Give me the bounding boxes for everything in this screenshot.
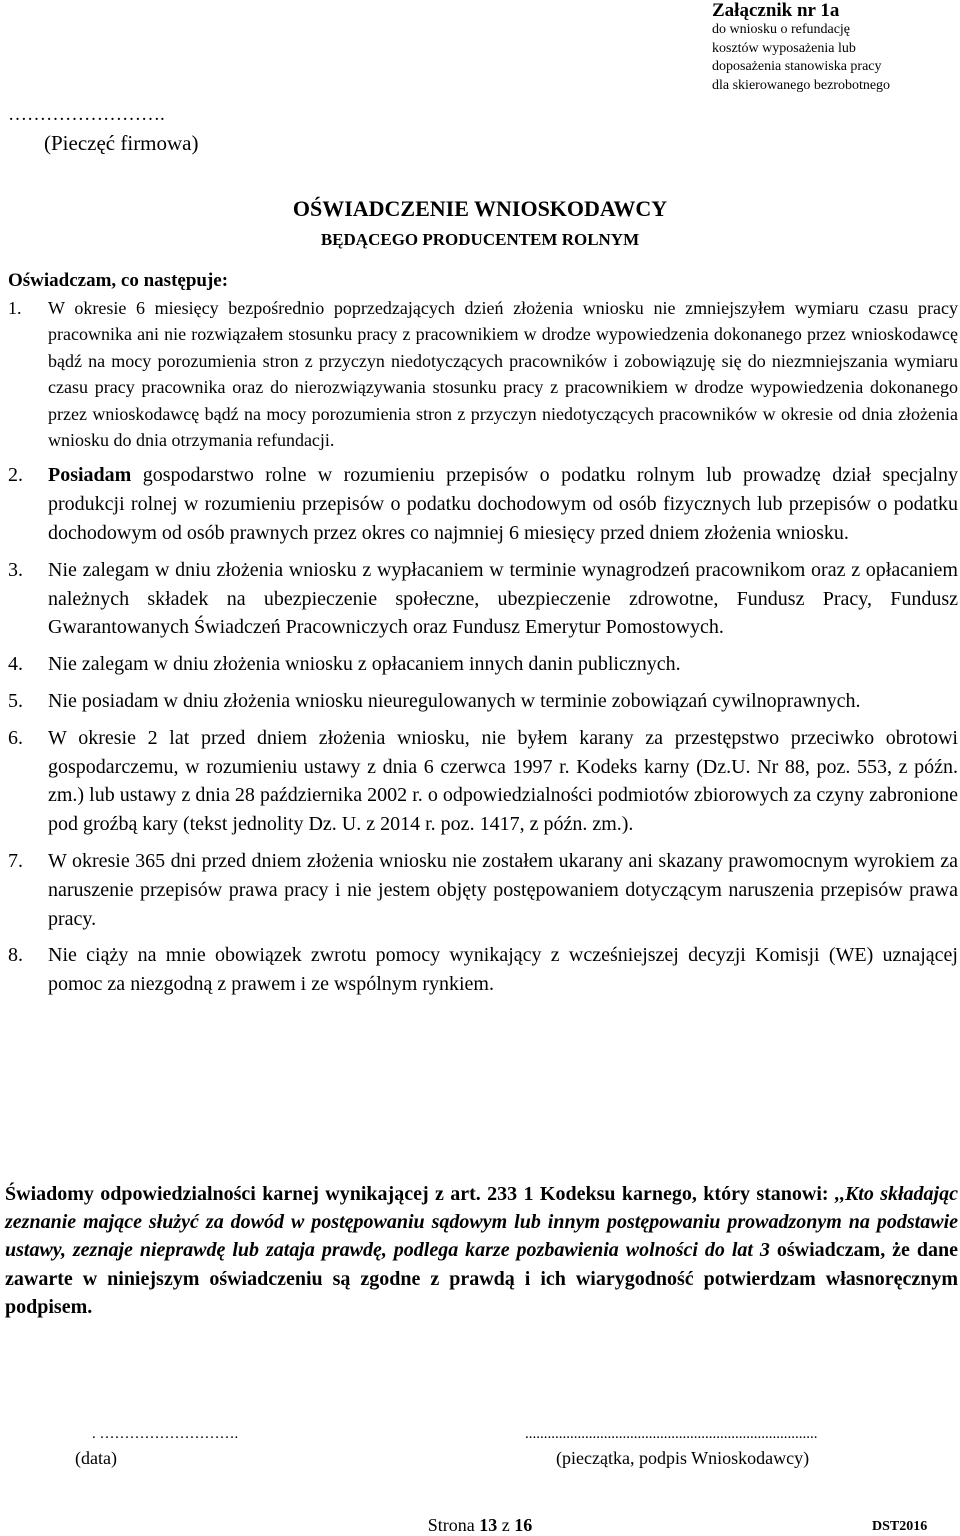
item-number: 5. xyxy=(8,690,23,713)
annex-line: do wniosku o refundację xyxy=(712,22,851,37)
list-item xyxy=(8,724,958,839)
document-title: OŚWIADCZENIE WNIOSKODAWCY xyxy=(292,196,668,221)
date-label: (data) xyxy=(75,1448,117,1468)
item-text: W okresie 2 lat przed dniem złożenia wniosku, nie byłem karany za przestępstwo przeciwko obrotowi gospodarczemu, w rozumieniu ustawy z dnia 6 czerwca 1997 r. Kodeks karny (Dz.U. Nr 88, poz. 553, z późn. zm.) lub ustawy z dnia 28 października 2002 r. o odpowiedzialności podmiotów zbiorowych za czyny zabronione pod groźbą kary (tekst jednolity Dz. U. z 2014 r. poz. 1417, z późn. zm.). xyxy=(48,726,958,836)
item-number: 4. xyxy=(8,653,23,676)
stamp-label: (Pieczęć firmowa) xyxy=(44,131,199,155)
liability-statement xyxy=(5,1180,958,1321)
item-text: Nie posiadam w dniu złożenia wniosku nieuregulowanych w terminie zobowiązań cywilnoprawnych. xyxy=(48,690,861,713)
signature-dots: .............................................................................. xyxy=(525,1426,818,1442)
date-dots: . ………………………. xyxy=(92,1426,239,1442)
list-item xyxy=(8,941,958,999)
page-prefix: Strona xyxy=(427,1515,480,1535)
page-mid: z xyxy=(497,1515,515,1535)
item-bold-lead: Posiadam xyxy=(48,464,132,487)
page-number xyxy=(0,1515,960,1536)
item-number: 6. xyxy=(8,726,23,749)
list-item xyxy=(8,650,958,679)
annex-title: Załącznik nr 1a xyxy=(712,0,840,21)
annex-header xyxy=(712,0,960,95)
liability-lead: Świadomy odpowiedzialności karnej wynikającej z art. 233 1 Kodeksu karnego, który stanowi: xyxy=(5,1183,835,1205)
list-item xyxy=(8,295,958,453)
item-text: Nie zalegam w dniu złożenia wniosku z opłacaniem innych danin publicznych. xyxy=(48,653,681,676)
item-text: gospodarstwo rolne w rozumieniu przepisów o podatku rolnym lub prowadzę dział specjalny produkcji rolnej w rozumieniu przepisów o podatku dochodowym od osób fizycznych lub przepisów o podatku dochodowym od osób prawnych przez okres co najmniej 6 miesięcy przed dniem złożenia wniosku. xyxy=(48,464,958,545)
intro-text: Oświadczam, co następuje: xyxy=(8,270,229,291)
list-item xyxy=(8,461,958,547)
document-subtitle: BĘDĄCEGO PRODUCENTEM ROLNYM xyxy=(320,230,640,249)
item-number: 2. xyxy=(8,464,23,487)
item-text: Nie ciąży na mnie obowiązek zwrotu pomocy wynikający z wcześniejszej decyzji Komisji (WE) uznającej pomoc za niezgodną z prawem i ze wspólnym rynkiem. xyxy=(48,944,958,996)
item-number: 7. xyxy=(8,850,23,872)
item-number: 1. xyxy=(8,298,22,318)
item-text: Nie zalegam w dniu złożenia wniosku z wypłacaniem w terminie wynagrodzeń pracownikom oraz z opłacaniem należnych składek na ubezpieczenie społeczne, ubezpieczenie zdrowotne, Fundusz Pracy, Fundusz Gwarantowanych Świadczeń Pracowniczych oraz Fundusz Emerytur Pomostowych. xyxy=(48,558,958,639)
liability-quote: ,,Kto składając zeznanie mające służyć za dowód w postępowaniu sądowym lub innym postępowaniu prowadzonym na podstawie ustawy, zeznaje nieprawdę lub zataja prawdę, podlega karze pozbawienia wolności do lat 3 xyxy=(5,1183,958,1262)
item-number: 3. xyxy=(8,558,23,581)
signature-label: (pieczątka, podpis Wnioskodawcy) xyxy=(556,1448,810,1468)
item-text: W okresie 6 miesięcy bezpośrednio poprzedzających dzień złożenia wniosku nie zmniejszyłem wymiaru czasu pracy pracownika ani nie rozwiązałem stosunku pracy z pracownikiem w drodze wypowiedzenia dokonanego przez wnioskodawcę bądź na mocy porozumienia stron z przyczyn niedotyczących pracowników i zobowiązuję się do niezmniejszania wymiaru czasu pracy pracownika oraz do nierozwiązywania stosunku pracy z pracownikiem w drodze wypowiedzenia dokonanego przez wnioskodawcę bądź na mocy porozumienia stron z przyczyn niedotyczących pracowników w okresie od dnia złożenia wniosku do dnia otrzymania refundacji. xyxy=(48,298,958,451)
stamp-dots: ……………………. xyxy=(8,104,165,125)
page-total: 16 xyxy=(514,1515,533,1535)
item-number: 8. xyxy=(8,944,23,967)
document-code: DST2016 xyxy=(872,1519,928,1534)
list-item xyxy=(8,687,958,716)
list-item xyxy=(8,847,958,933)
list-item xyxy=(8,556,958,642)
liability-tail: oświadczam, że dane zawarte w niniejszym oświadczeniu są zgodne z prawdą i ich wiarygodność potwierdzam własnoręcznym podpisem. xyxy=(5,1239,958,1318)
declaration-list xyxy=(8,295,958,1007)
annex-line: dla skierowanego bezrobotnego xyxy=(712,77,891,93)
annex-line: kosztów wyposażenia lub xyxy=(712,40,856,56)
annex-line: doposażenia stanowiska pracy xyxy=(712,59,882,74)
page-current: 13 xyxy=(479,1515,498,1535)
item-text: W okresie 365 dni przed dniem złożenia wniosku nie zostałem ukarany ani skazany prawomocnym wyrokiem za naruszenie przepisów prawa pracy i nie jestem objęty postępowaniem dotyczącym naruszenia przepisów prawa pracy. xyxy=(48,850,958,930)
